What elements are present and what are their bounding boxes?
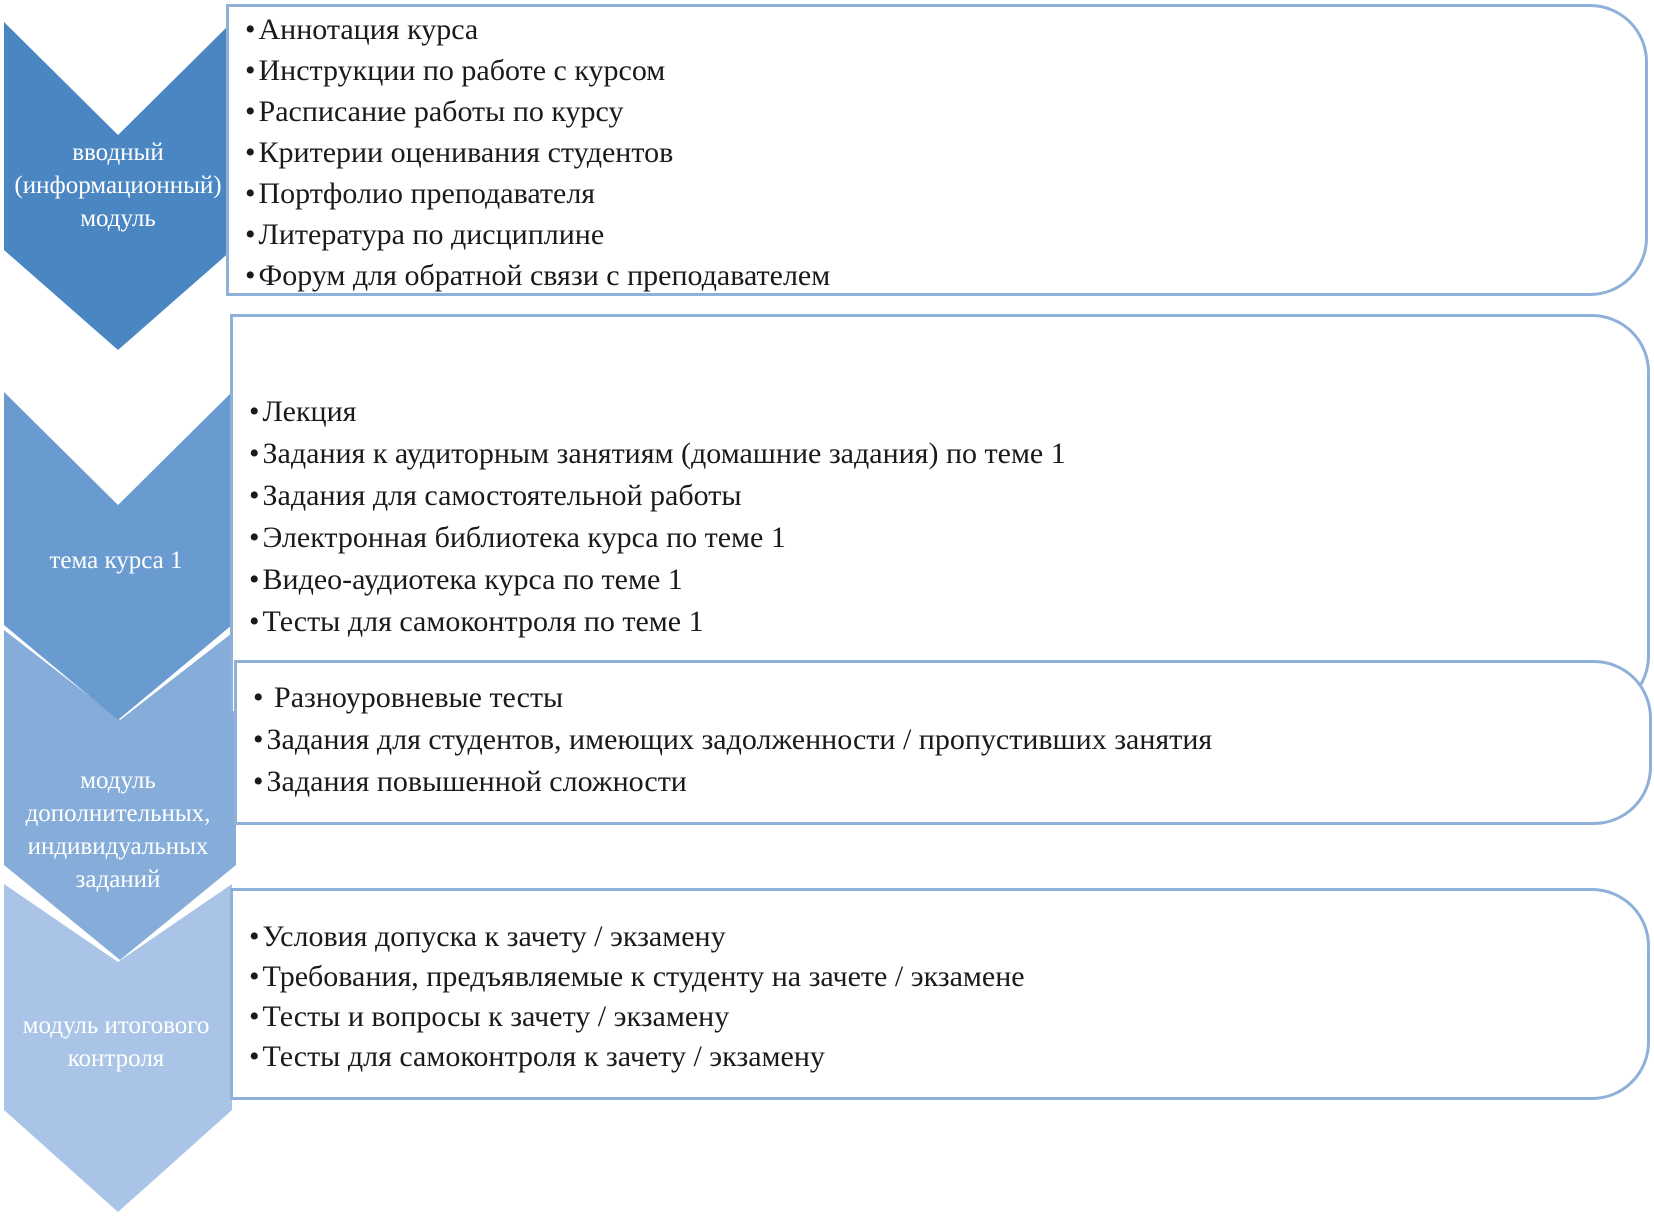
module-items-additional (253, 677, 1212, 803)
module-label-topic-1: тема курса 1 (49, 546, 183, 574)
list-item: • Лекция (249, 391, 1066, 433)
module-items-topic-1 (249, 391, 1066, 643)
list-item: • Тесты для самоконтроля по теме 1 (249, 601, 1066, 643)
module-label-final-control: модуль итогового контроля (22, 1012, 210, 1072)
list-item: • Инструкции по работе с курсом (245, 50, 830, 91)
list-item: • Задания повышенной сложности (253, 761, 1212, 803)
list-item: • Задания для студентов, имеющих задолженности / пропустивших занятия (253, 719, 1212, 761)
module-box-intro (226, 4, 1648, 296)
list-item: • Тесты и вопросы к зачету / экзамену (249, 997, 1025, 1037)
list-item: • Задания для самостоятельной работы (249, 475, 1066, 517)
list-item: • Портфолио преподавателя (245, 173, 830, 214)
module-label-intro: вводный (информационный) модуль (14, 138, 222, 232)
list-item: • Условия допуска к зачету / экзамену (249, 917, 1025, 957)
module-items-intro (245, 9, 830, 296)
module-box-additional (234, 660, 1652, 825)
list-item: • Литература по дисциплине (245, 214, 830, 255)
list-item: • Требования, предъявляемые к студенту на зачете / экзамене (249, 957, 1025, 997)
list-item: • Разноуровневые тесты (253, 677, 1212, 719)
list-item: • Электронная библиотека курса по теме 1 (249, 517, 1066, 559)
list-item: • Задания к аудиторным занятиям (домашние задания) по теме 1 (249, 433, 1066, 475)
list-item: • Расписание работы по курсу (245, 91, 830, 132)
list-item: • Критерии оценивания студентов (245, 132, 830, 173)
module-label-additional: модуль дополнительных, индивидуальных заданий (25, 767, 211, 893)
list-item: • Видео-аудиотека курса по теме 1 (249, 559, 1066, 601)
list-item: • Тесты для самоконтроля к зачету / экзамену (249, 1037, 1025, 1077)
module-box-topic-1 (230, 314, 1650, 714)
module-items-final-control (249, 917, 1025, 1077)
module-box-final-control (230, 888, 1650, 1100)
list-item: • Форум для обратной связи с преподавателем (245, 255, 830, 296)
list-item: • Аннотация курса (245, 9, 830, 50)
